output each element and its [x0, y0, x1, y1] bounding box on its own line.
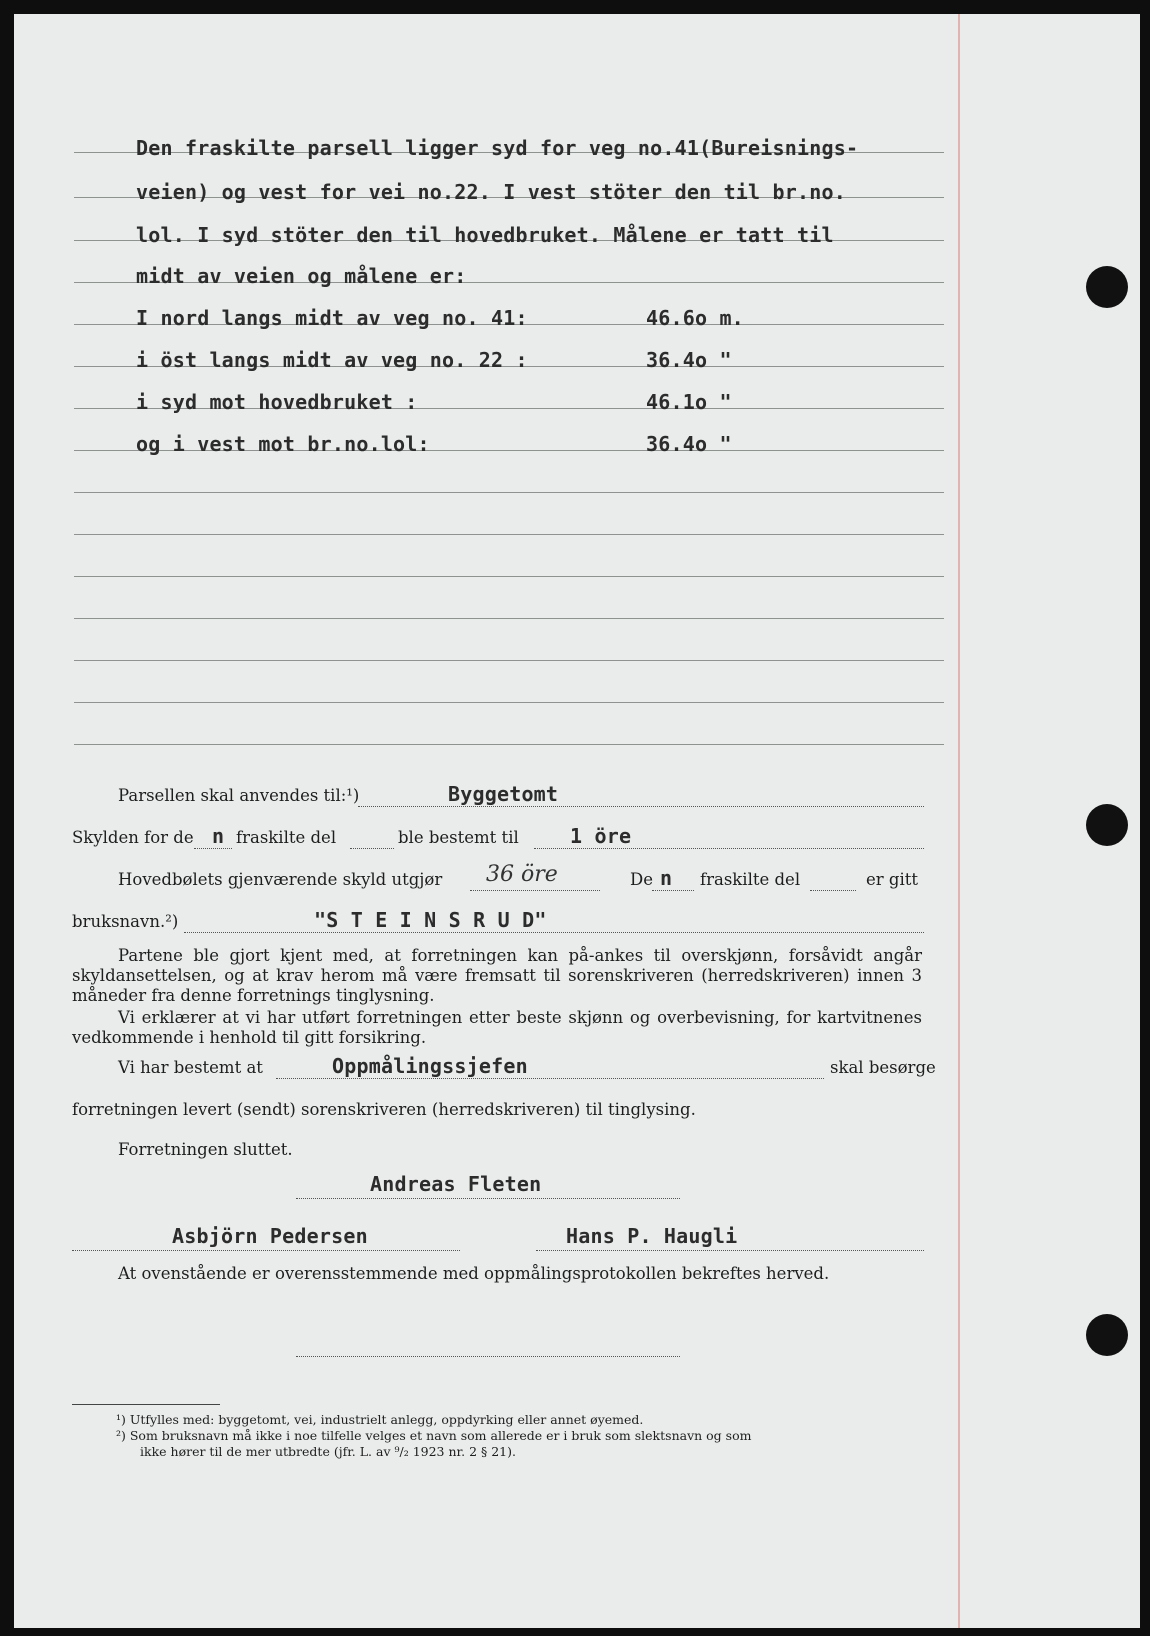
- signature-line: [72, 1250, 460, 1251]
- signature-line: [296, 1356, 680, 1357]
- measurement-value: 36.4o ": [646, 348, 732, 372]
- typed-line-2: veien) og vest for vei no.22. I vest stöter den til br.no.: [136, 180, 846, 204]
- typed-line-1: Den fraskilte parsell ligger syd for veg no.41(Bureisnings-: [136, 136, 859, 160]
- paragraph-overskjonn: [72, 946, 922, 1006]
- bestemt-value: Oppmålingssjefen: [332, 1054, 528, 1078]
- bestemt-end: skal besørge: [830, 1058, 936, 1077]
- footnote-1: ¹) Utfylles med: byggetomt, vei, industrielt anlegg, oppdyrking eller annet øyemed.: [116, 1412, 644, 1427]
- hoved-value: 36 öre: [486, 862, 558, 887]
- measurement-label: I nord langs midt av veg no. 41:: [136, 306, 528, 330]
- hoved-label: Hovedbølets gjenværende skyld utgjør: [118, 870, 443, 889]
- document-page: [14, 14, 1140, 1628]
- skyld-label: Skylden for de: [72, 828, 194, 847]
- dotted-fill: [810, 890, 856, 891]
- skyld-mid: fraskilte del: [236, 828, 337, 847]
- dotted-fill: [652, 890, 694, 891]
- margin-line: [958, 14, 960, 1628]
- bruksnavn-value: "S T E I N S R U D": [314, 908, 547, 932]
- skyld-bestemt: ble bestemt til: [398, 828, 519, 847]
- dotted-fill: [184, 932, 924, 933]
- dotted-fill: [534, 848, 924, 849]
- measurement-label: og i vest mot br.no.lol:: [136, 432, 430, 456]
- footnote-separator: [72, 1404, 220, 1405]
- sluttet-text: Forretningen sluttet.: [118, 1140, 293, 1159]
- skyld-n: n: [212, 824, 225, 848]
- paragraph-text: Partene ble gjort kjent med, at forretningen kan på-ankes til overskjønn, forsåvidt angår skyldansettelsen, og at krav herom må være fremsatt til sorenskriveren (herredskriveren) innen 3 måneder fra denne forretnings tinglysning.: [72, 946, 922, 1005]
- ruled-line: [74, 618, 944, 619]
- typed-line-3: lol. I syd stöter den til hovedbruket. Målene er tatt til: [136, 223, 834, 247]
- typed-line-4: midt av veien og målene er:: [136, 264, 467, 288]
- footnote-2-cont: ikke hører til de mer utbredte (jfr. L. av ⁹/₂ 1923 nr. 2 § 21).: [140, 1444, 516, 1459]
- punch-hole: [1086, 1314, 1128, 1356]
- punch-hole: [1086, 266, 1128, 308]
- signature-left: Asbjörn Pedersen: [172, 1224, 368, 1248]
- measurement-value: 36.4o ": [646, 432, 732, 456]
- dotted-fill: [276, 1078, 824, 1079]
- den-label: De: [630, 870, 653, 889]
- punch-hole: [1086, 804, 1128, 846]
- skyld-value: 1 öre: [570, 824, 632, 848]
- measurement-label: i syd mot hovedbruket :: [136, 390, 418, 414]
- parsell-label: Parsellen skal anvendes til:¹): [118, 786, 360, 805]
- footnote-2: ²) Som bruksnavn må ikke i noe tilfelle velges et navn som allerede er i bruk som slektsnavn og som: [116, 1428, 752, 1443]
- ruled-line: [74, 576, 944, 577]
- parsell-value: Byggetomt: [448, 782, 559, 806]
- signature-right: Hans P. Haugli: [566, 1224, 738, 1248]
- den-n: n: [660, 866, 673, 890]
- measurement-value: 46.1o ": [646, 390, 732, 414]
- paragraph-erklaering: [72, 1008, 922, 1048]
- ruled-line: [74, 660, 944, 661]
- signature-line: [536, 1250, 924, 1251]
- ruled-line: [74, 492, 944, 493]
- measurement-value: 46.6o m.: [646, 306, 744, 330]
- bestemt-label: Vi har bestemt at: [118, 1058, 263, 1077]
- bekreftes-text: At ovenstående er overensstemmende med oppmålingsprotokollen bekreftes herved.: [118, 1264, 830, 1283]
- dotted-fill: [470, 890, 600, 891]
- levert-text: forretningen levert (sendt) sorenskriveren (herredskriveren) til tinglysing.: [72, 1100, 696, 1119]
- paragraph-text: Vi erklærer at vi har utført forretningen etter beste skjønn og overbevisning, for kartvitnenes vedkommende i henhold til gitt forsikring.: [72, 1008, 922, 1047]
- dotted-fill: [194, 848, 232, 849]
- bruksnavn-label: bruksnavn.²): [72, 912, 179, 931]
- dotted-fill: [358, 806, 924, 807]
- ruled-line: [74, 744, 944, 745]
- den-end: er gitt: [866, 870, 918, 889]
- signature-center: Andreas Fleten: [370, 1172, 542, 1196]
- ruled-line: [74, 534, 944, 535]
- dotted-fill: [350, 848, 394, 849]
- measurement-label: i öst langs midt av veg no. 22 :: [136, 348, 528, 372]
- ruled-line: [74, 702, 944, 703]
- den-mid: fraskilte del: [700, 870, 801, 889]
- signature-line: [296, 1198, 680, 1199]
